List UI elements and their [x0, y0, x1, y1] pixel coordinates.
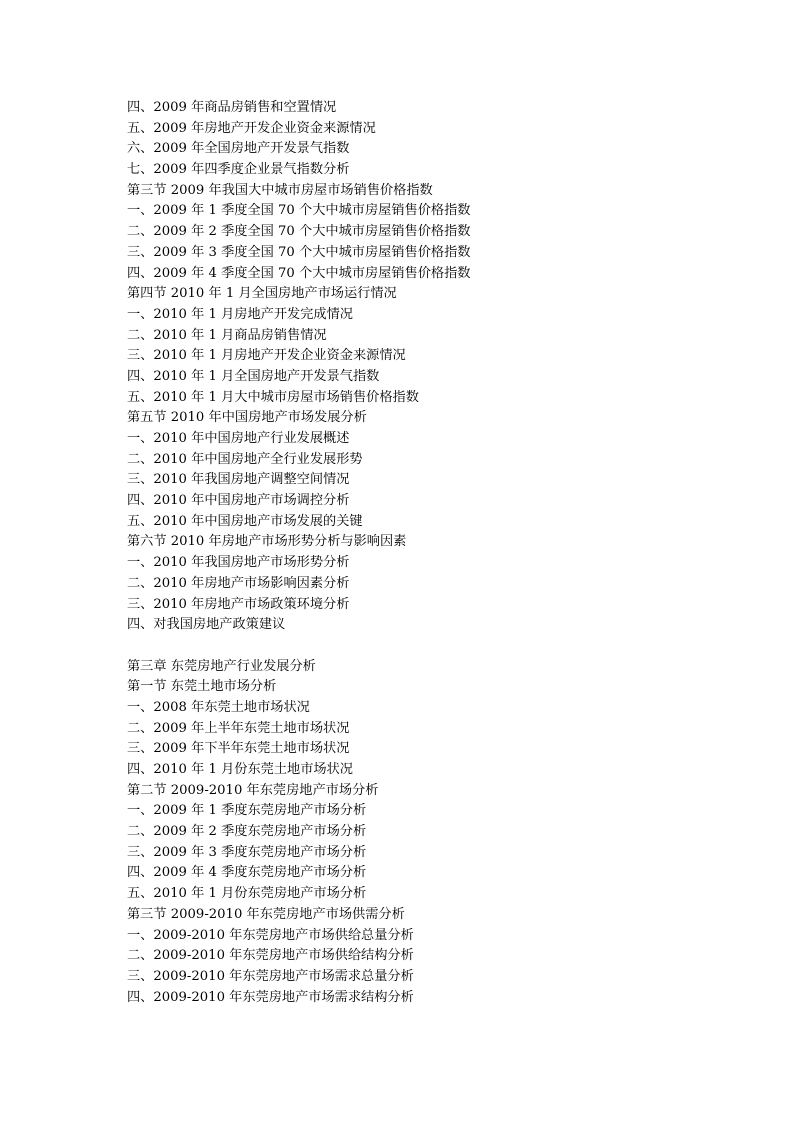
toc-line: 四、2009 年商品房销售和空置情况: [127, 100, 337, 115]
toc-chapter-heading: 第三章 东莞房地产行业发展分析: [127, 658, 316, 674]
toc-section-heading: 第三节 2009-2010 年东莞房地产市场供需分析: [127, 906, 405, 922]
toc-section-heading: 第五节 2010 年中国房地产市场发展分析: [127, 410, 367, 426]
toc-line: 二、2009 年 2 季度东莞房地产市场分析: [127, 824, 367, 840]
toc-section-heading: 第三节 2009 年我国大中城市房屋市场销售价格指数: [127, 182, 433, 198]
blank-line: [127, 636, 687, 657]
toc-line: 二、2010 年 1 月商品房销售情况: [127, 327, 327, 343]
toc-line: 一、2010 年 1 月房地产开发完成情况: [127, 306, 353, 322]
table-of-contents: [127, 98, 687, 1008]
toc-line: 四、2009 年 4 季度全国 70 个大中城市房屋销售价格指数: [127, 265, 471, 281]
toc-line: 一、2009 年 1 季度东莞房地产市场分析: [127, 803, 367, 819]
toc-line: 一、2010 年中国房地产行业发展概述: [127, 431, 350, 446]
toc-line: 七、2009 年四季度企业景气指数分析: [127, 162, 350, 178]
toc-section-heading: 第四节 2010 年 1 月全国房地产市场运行情况: [127, 286, 397, 302]
toc-line: 三、2009-2010 年东莞房地产市场需求总量分析: [127, 968, 414, 984]
toc-line: 二、2009-2010 年东莞房地产市场供给结构分析: [127, 948, 414, 964]
toc-line: 三、2009 年 3 季度全国 70 个大中城市房屋销售价格指数: [127, 244, 471, 260]
toc-line: 四、2009 年 4 季度东莞房地产市场分析: [127, 865, 367, 881]
toc-line: 三、2010 年房地产市场政策环境分析: [127, 596, 350, 612]
toc-line: 四、2010 年中国房地产市场调控分析: [127, 493, 350, 509]
toc-line: 六、2009 年全国房地产开发景气指数: [127, 141, 350, 157]
toc-line: 一、2010 年我国房地产市场形势分析: [127, 555, 350, 571]
toc-line: 三、2009 年 3 季度东莞房地产市场分析: [127, 844, 367, 860]
toc-line: 三、2010 年我国房地产调整空间情况: [127, 472, 350, 488]
toc-line: 四、2010 年 1 月全国房地产开发景气指数: [127, 368, 380, 384]
toc-line: 一、2009-2010 年东莞房地产市场供给总量分析: [127, 927, 414, 943]
toc-section-heading: 第二节 2009-2010 年东莞房地产市场分析: [127, 782, 379, 798]
toc-line: 五、2010 年中国房地产市场发展的关键: [127, 513, 363, 529]
toc-line: 五、2010 年 1 月大中城市房屋市场销售价格指数: [127, 389, 419, 405]
toc-line: 四、2009-2010 年东莞房地产市场需求结构分析: [127, 989, 414, 1005]
toc-section-heading: 第六节 2010 年房地产市场形势分析与影响因素: [127, 534, 407, 550]
toc-line: 一、2009 年 1 季度全国 70 个大中城市房屋销售价格指数: [127, 203, 471, 219]
toc-line: 二、2009 年 2 季度全国 70 个大中城市房屋销售价格指数: [127, 224, 471, 240]
toc-section-heading: 第一节 东莞土地市场分析: [127, 679, 277, 695]
toc-line: 三、2010 年 1 月房地产开发企业资金来源情况: [127, 348, 406, 364]
toc-line: 四、2010 年 1 月份东莞土地市场状况: [127, 762, 353, 777]
toc-line: 一、2008 年东莞土地市场状况: [127, 699, 310, 715]
toc-line: 四、对我国房地产政策建议: [127, 617, 286, 633]
toc-line: 三、2009 年下半年东莞土地市场状况: [127, 741, 350, 757]
toc-line: 二、2010 年中国房地产全行业发展形势: [127, 451, 363, 467]
toc-line: 二、2009 年上半年东莞土地市场状况: [127, 720, 350, 736]
toc-line: 五、2009 年房地产开发企业资金来源情况: [127, 120, 376, 136]
toc-line: 五、2010 年 1 月份东莞房地产市场分析: [127, 886, 367, 902]
toc-line: 二、2010 年房地产市场影响因素分析: [127, 575, 350, 591]
